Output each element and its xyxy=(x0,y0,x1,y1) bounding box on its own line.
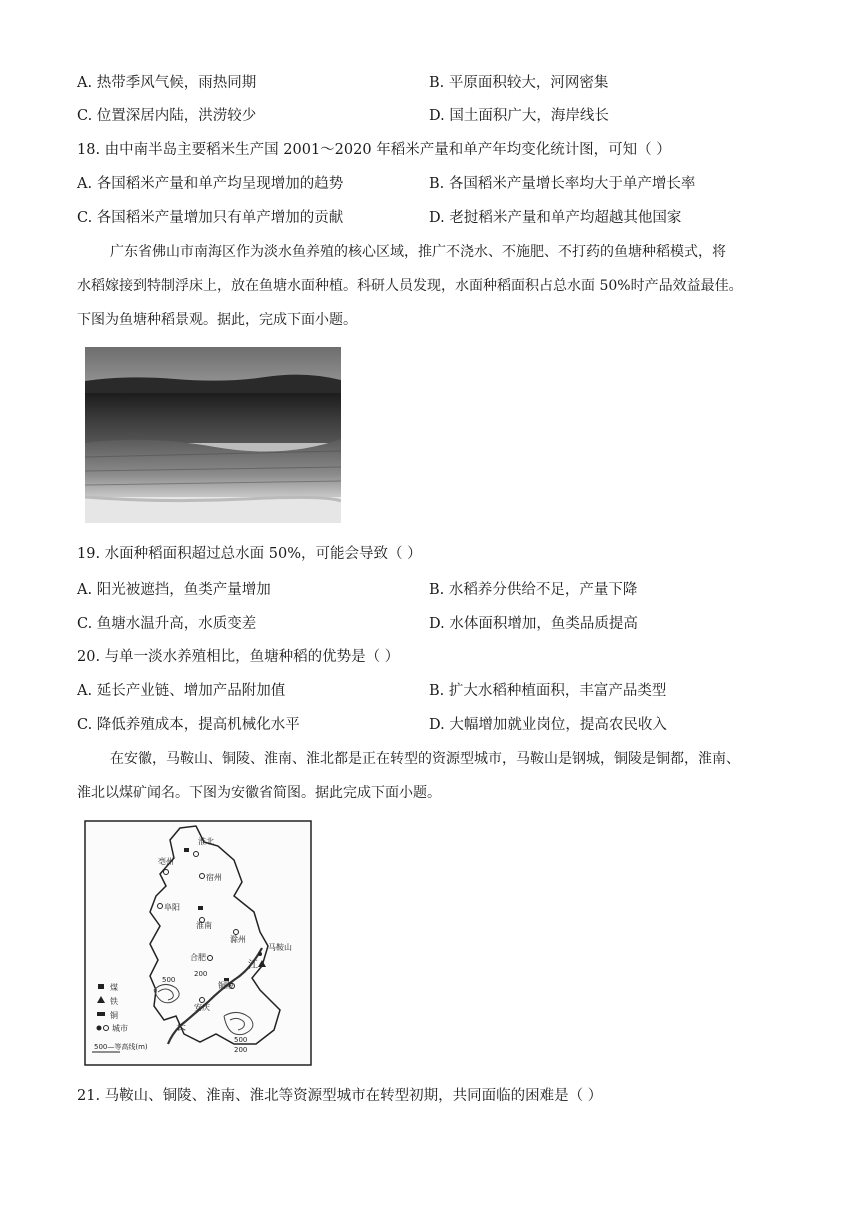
q19-stem: 19. 水面种稻面积超过总水面 50%，可能会导致（ ） xyxy=(77,546,422,562)
passage1-line2: 水稻嫁接到特制浮床上，放在鱼塘水面种植。科研人员发现，水面种稻面积占总水面 50%时产品效益最佳。 xyxy=(77,278,743,294)
q20-stem: 20. 与单一淡水养殖相比，鱼塘种稻的优势是（ ） xyxy=(77,649,400,665)
q19-option-c: C. 鱼塘水温升高，水质变差 xyxy=(77,616,257,632)
q20-option-b: B. 扩大水稻种植面积，丰富产品类型 xyxy=(429,683,667,699)
q20-option-c: C. 降低养殖成本，提高机械化水平 xyxy=(77,717,300,733)
map-contour-label-3: 500 xyxy=(234,1036,248,1044)
map-label-tongling: 铜陵 xyxy=(218,981,234,990)
legend-copper-label: 铜 xyxy=(110,1011,118,1020)
q17-option-d: D. 国土面积广大，海岸线长 xyxy=(429,108,609,124)
passage1-line1: 广东省佛山市南海区作为淡水鱼养殖的核心区域，推广不浇水、不施肥、不打药的鱼塘种稻模式，将 xyxy=(110,244,726,260)
map-label-suzhou: 宿州 xyxy=(206,873,222,882)
q18-stem: 18. 由中南半岛主要稻米生产国 2001～2020 年稻米产量和单产年均变化统计图，可知（ ） xyxy=(77,142,671,158)
q18-option-d: D. 老挝稻米产量和单产均超越其他国家 xyxy=(429,210,682,226)
legend-contour-label: 500—等高线(m) xyxy=(94,1043,148,1051)
q17-option-b: B. 平原面积较大，河网密集 xyxy=(429,75,609,91)
map-label-bozhou: 亳州 xyxy=(158,857,174,866)
passage1-line3: 下图为鱼塘种稻景观。据此，完成下面小题。 xyxy=(77,312,357,328)
legend-city-label: 城市 xyxy=(112,1024,128,1033)
q18-option-b: B. 各国稻米产量增长率均大于单产增长率 xyxy=(429,176,696,192)
q18-option-a: A. 各国稻米产量和单产均呈现增加的趋势 xyxy=(77,176,344,192)
city-marker-maanshan xyxy=(258,952,262,956)
map-contour-label-1: 500 xyxy=(162,976,176,984)
legend-city-symbol xyxy=(97,1026,102,1031)
map-contour-label-4: 200 xyxy=(234,1046,248,1054)
map-label-maanshan: 马鞍山 xyxy=(268,943,292,952)
q20-option-d: D. 大幅增加就业岗位，提高农民收入 xyxy=(429,717,667,733)
map-label-anqing: 安庆 xyxy=(194,1003,210,1012)
legend-coal-label: 煤 xyxy=(110,983,118,992)
map-label-huaibei: 淮北 xyxy=(198,837,214,846)
passage2-line1: 在安徽，马鞍山、铜陵、淮南、淮北都是正在转型的资源型城市，马鞍山是钢城，铜陵是铜都，淮南、 xyxy=(110,751,740,767)
q17-option-c: C. 位置深居内陆，洪涝较少 xyxy=(77,108,257,124)
map-label-river-chang: 长 xyxy=(176,1022,186,1033)
anhui-province-map xyxy=(84,820,312,1066)
map-label-river-jiang: 江 xyxy=(248,960,258,971)
map-label-fuyang: 阜阳 xyxy=(164,903,180,912)
map-contour-label-2: 200 xyxy=(194,970,208,978)
passage2-line2: 淮北以煤矿闻名。下图为安徽省简图。据此完成下面小题。 xyxy=(77,785,441,801)
legend-copper-symbol xyxy=(97,1012,105,1016)
map-label-huainan: 淮南 xyxy=(196,921,212,930)
q21-stem: 21. 马鞍山、铜陵、淮南、淮北等资源型城市在转型初期，共同面临的困难是（ ） xyxy=(77,1088,603,1104)
map-label-chuzhou: 滁州 xyxy=(230,935,246,944)
legend-coal-symbol xyxy=(98,984,104,989)
q19-option-d: D. 水体面积增加，鱼类品质提高 xyxy=(429,616,638,632)
q20-option-a: A. 延长产业链、增加产品附加值 xyxy=(77,683,286,699)
q19-option-a: A. 阳光被遮挡，鱼类产量增加 xyxy=(77,582,271,598)
coal-marker-huaibei xyxy=(184,848,189,852)
fish-pond-rice-photo xyxy=(85,347,341,523)
q18-option-c: C. 各国稻米产量增加只有单产增加的贡献 xyxy=(77,210,344,226)
q19-option-b: B. 水稻养分供给不足，产量下降 xyxy=(429,582,638,598)
legend-iron-label: 铁 xyxy=(110,997,118,1006)
coal-marker-huainan xyxy=(198,906,203,910)
q17-option-a: A. 热带季风气候，雨热同期 xyxy=(77,75,257,91)
map-label-hefei: 合肥 xyxy=(190,953,206,962)
